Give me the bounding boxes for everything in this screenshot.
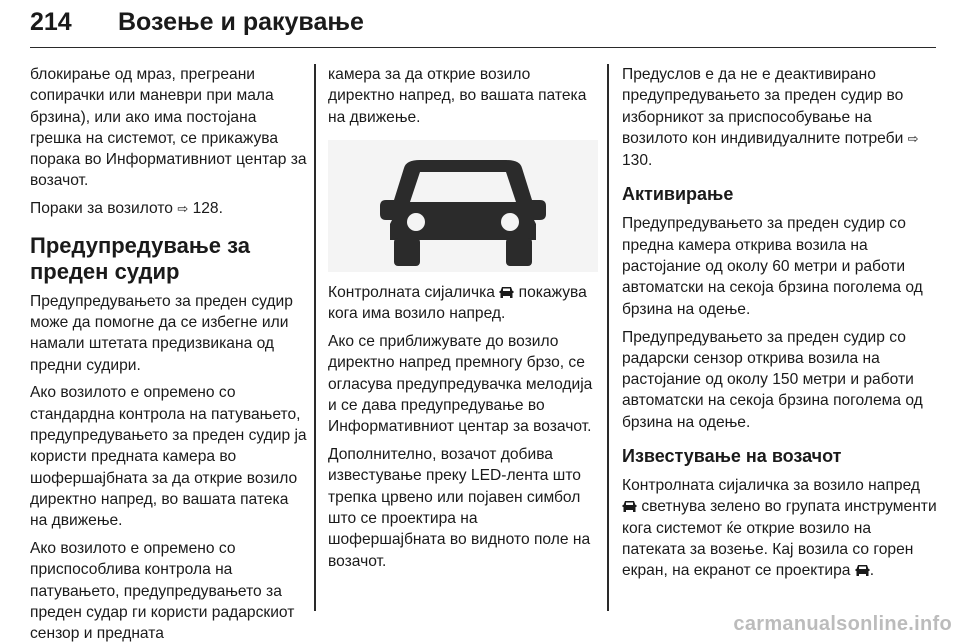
section-heading: Активирање <box>622 184 734 205</box>
page-ref-link[interactable]: 130. <box>622 152 653 170</box>
paragraph: Ако возилото е опремено со стандардна контрола на патувањето, предупредувањето за преден судир ја користи предната камера во шофершајбната за да открие возило директно напред, во вашата патека на движење. <box>30 384 307 530</box>
reference-text: Пораки за возилото <box>30 200 173 218</box>
vehicle-ahead-icon <box>499 286 514 298</box>
section-heading: Предупредување за преден судир <box>30 232 251 284</box>
page-ref-link[interactable]: 128. <box>192 200 223 218</box>
column-divider-1 <box>314 64 316 611</box>
page-header <box>30 6 936 48</box>
paragraph-text: покажува кога има возило напред. <box>328 283 587 323</box>
column-left <box>30 64 308 642</box>
vehicle-ahead-large-icon <box>328 140 598 272</box>
indicator-illustration <box>328 140 598 272</box>
page-ref-arrow-icon: ⇨ <box>177 202 189 218</box>
paragraph: Ако се приближувате до возило директно напред премногу брзо, се огласува предупредувачка мелодија и се дава предупредување во Информативниот центар за возачот. <box>328 333 593 436</box>
column-divider-2 <box>607 64 609 611</box>
page-ref-arrow-icon: ⇨ <box>907 131 919 147</box>
vehicle-ahead-icon <box>622 500 637 512</box>
column-right <box>622 64 938 588</box>
paragraph-reference <box>30 198 308 220</box>
paragraph-text: светнува зелено во групата инструменти кога системот ќе открие возило на патеката за возење. Кај возила со горен екран, на екранот се проектира <box>622 498 937 580</box>
paragraph-indicator <box>328 282 598 325</box>
paragraph-indicator <box>622 475 938 581</box>
vehicle-ahead-icon <box>855 564 870 576</box>
paragraph-text: Контролната сијаличка за возило напред <box>622 477 921 495</box>
paragraph: Предупредувањето за преден судир со предна камера открива возила на растојание од околу 60 метри и работи автоматски на секоја брзина поголема од брзина на одење. <box>622 215 923 318</box>
paragraph: Ако возилото е опремено со приспособлива контрола на патувањето, предупредувањето за преден судар ги користи радарскиот сензор и предната <box>30 540 295 642</box>
paragraph: Дополнително, возачот добива известување преку LED-лента што трепка црвено или појавен симбол што се проектира на шофершајбната во видното поле на возачот. <box>328 446 591 570</box>
column-middle <box>328 64 598 579</box>
paragraph-text: Предуслов е да не е деактивирано предупредувањето за преден судир во изборникот за приспособување на возилото кон индивидуалните потреби <box>622 66 904 147</box>
page-number: 214 <box>30 8 72 36</box>
paragraph-text: Контролната сијаличка <box>328 283 495 301</box>
watermark: carmanualsonline.info <box>733 613 952 635</box>
chapter-title: Возење и ракување <box>118 8 364 36</box>
paragraph: блокирање од мраз, прегреани сопирачки или маневри при мала брзина), или ако има постојана грешка на системот, се прикажува порака во Информативниот центар за возачот. <box>30 66 307 190</box>
paragraph: Предупредувањето за преден судир може да помогне да се избегне или намали штетата предизвикана од предни судири. <box>30 292 293 374</box>
paragraph-end: . <box>869 562 875 580</box>
paragraph-reference <box>622 64 938 171</box>
paragraph: камера за да открие возило директно напред, во вашата патека на движење. <box>328 66 587 126</box>
paragraph: Предупредувањето за преден судир со радарски сензор открива возила на растојание од околу 150 метри и работи автоматски на секоја брзина поголема од брзина на одење. <box>622 328 923 431</box>
section-heading: Известување на возачот <box>622 446 842 467</box>
